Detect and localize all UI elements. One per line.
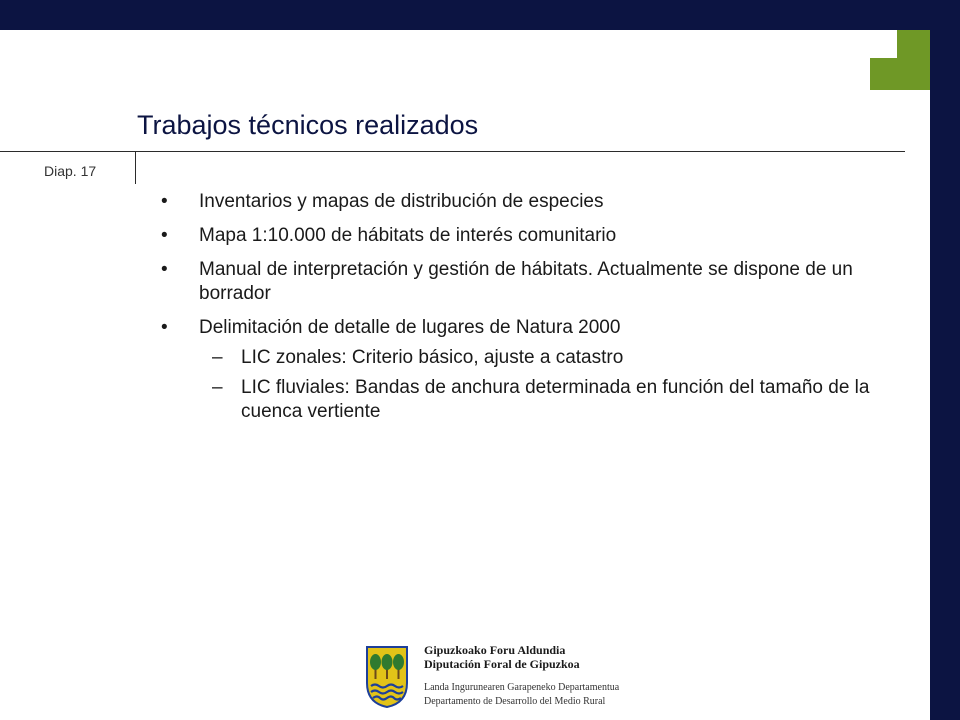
bullet-item — [160, 316, 900, 340]
bullet-marker: • — [161, 225, 168, 246]
top-navy-band — [0, 0, 960, 30]
bullet-item — [160, 190, 900, 214]
bullet-text: Manual de interpretación y gestión de hábitats. Actualmente se dispone de un borrador — [199, 259, 853, 304]
slide-title: Trabajos técnicos realizados — [137, 110, 479, 140]
bullet-text: Delimitación de detalle de lugares de Natura 2000 — [199, 317, 621, 338]
sub-bullet-item — [160, 376, 900, 424]
org-name-spanish: Diputación Foral de Gipuzkoa — [424, 657, 580, 671]
org-name-basque: Gipuzkoako Foru Aldundia — [424, 643, 566, 657]
bullet-text: Inventarios y mapas de distribución de especies — [199, 191, 604, 212]
bullet-marker: • — [161, 317, 168, 338]
department-basque: Landa Ingurunearen Garapeneko Departamentua — [424, 682, 620, 693]
sub-bullet-text: LIC zonales: Criterio básico, ajuste a catastro — [241, 347, 624, 368]
sub-bullet-text: LIC fluviales: Bandas de anchura determinada en función del tamaño de la cuenca vertiente — [241, 377, 870, 422]
bullet-marker: • — [161, 191, 168, 212]
bullet-marker: • — [161, 259, 168, 280]
right-navy-band — [930, 0, 960, 720]
coat-of-arms-icon — [365, 645, 409, 709]
slide-number-divider — [135, 151, 136, 184]
sub-bullet-item — [160, 346, 900, 370]
sub-bullet-marker: – — [212, 347, 223, 368]
sub-bullet-marker: – — [212, 377, 223, 398]
bullet-item — [160, 224, 900, 248]
green-corner-notch — [870, 30, 897, 58]
slide-number: Diap. 17 — [44, 163, 97, 179]
bullet-item — [160, 258, 900, 306]
department-spanish: Departamento de Desarrollo del Medio Rural — [424, 696, 606, 707]
bullet-text: Mapa 1:10.000 de hábitats de interés comunitario — [199, 225, 617, 246]
slide-body — [160, 180, 900, 424]
